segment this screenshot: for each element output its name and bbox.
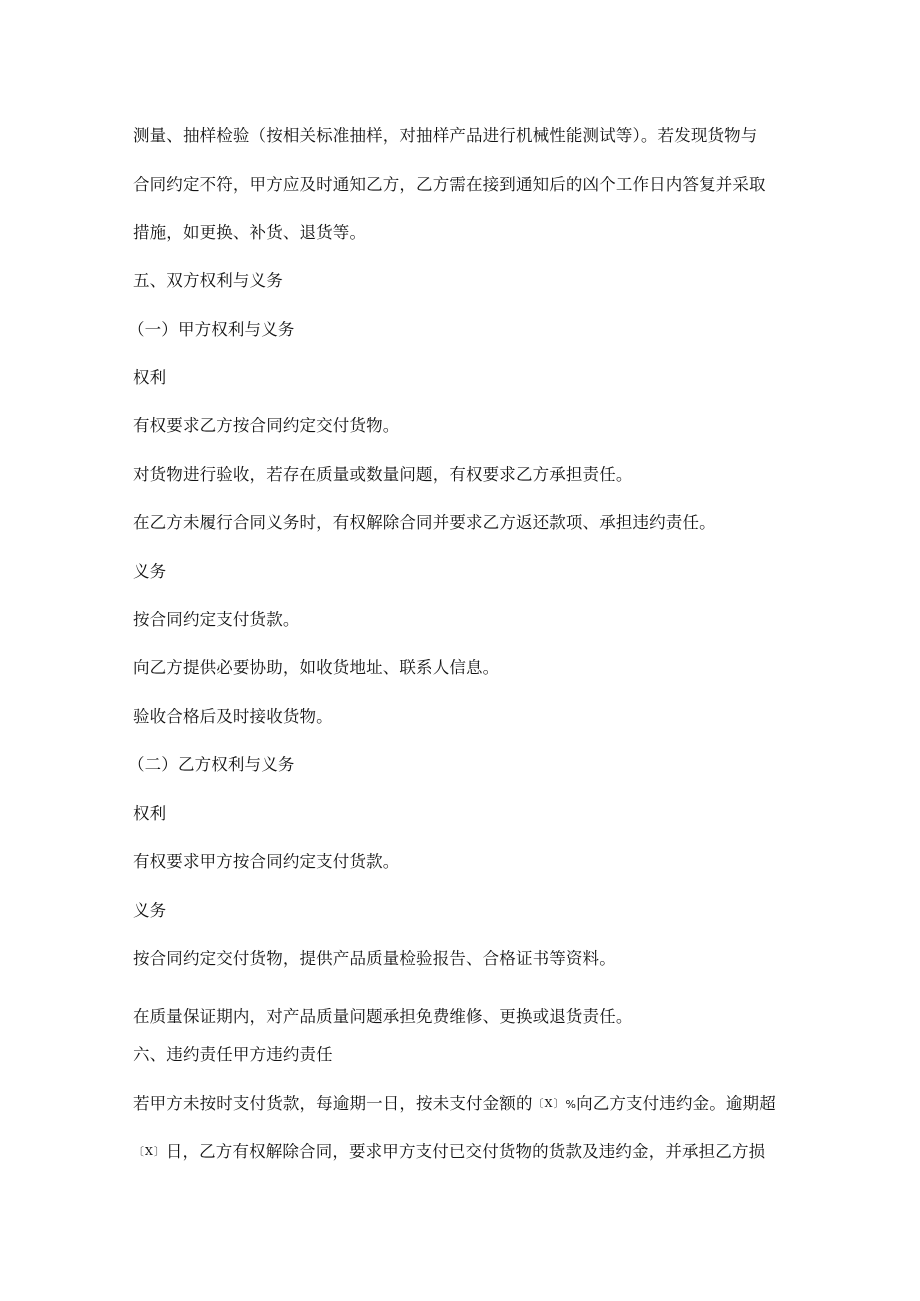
paragraph-line: 有权要求甲方按合同约定支付货款。	[133, 852, 400, 871]
section-heading: 五、双方权利与义务	[133, 271, 283, 290]
paragraph-line: 措施，如更换、补货、退货等。	[133, 223, 367, 242]
subsection-heading: （二）乙方权利与义务	[128, 755, 295, 774]
paragraph-line: 按合同约定支付货款。	[133, 610, 300, 629]
line-text: 日，乙方有权解除合同，要求甲方支付已交付货物的货款及违约金，并承担乙方损	[165, 1142, 766, 1161]
obligations-label: 义务	[133, 562, 167, 581]
rights-label: 权利	[133, 804, 167, 823]
paragraph-line	[133, 1141, 765, 1163]
paragraph-line: 验收合格后及时接收货物。	[133, 707, 333, 726]
obligations-label: 义务	[133, 901, 167, 920]
blank-placeholder: 〔X〕	[133, 1145, 166, 1158]
subsection-heading: （一）甲方权利与义务	[128, 320, 295, 339]
blank-placeholder: 〔X〕	[532, 1097, 566, 1110]
rights-label: 权利	[133, 368, 167, 387]
line-text: 向乙方支付违约金。逾期超	[576, 1094, 776, 1113]
paragraph-line: 按合同约定交付货物，提供产品质量检验报告、合格证书等资料。	[133, 949, 616, 968]
paragraph-line	[133, 1093, 776, 1116]
paragraph-line: 对货物进行验收，若存在质量或数量问题，有权要求乙方承担责任。	[133, 465, 633, 484]
paragraph-line: 测量、抽样检验（按相关标准抽样，对抽样产品进行机械性能测试等）。若发现货物与	[133, 126, 758, 145]
paragraph-line: 在乙方未履行合同义务时，有权解除合同并要求乙方返还款项、承担违约责任。	[133, 513, 716, 532]
paragraph-line: 有权要求乙方按合同约定交付货物。	[133, 416, 400, 435]
paragraph-line: 在质量保证期内，对产品质量问题承担免费维修、更换或退货责任。	[133, 1007, 633, 1026]
paragraph-line: 合同约定不符，甲方应及时通知乙方，乙方需在接到通知后的凶个工作日内答复并采取	[133, 175, 766, 194]
section-heading: 六、违约责任甲方违约责任	[133, 1045, 333, 1064]
line-text: 若甲方未按时支付货款，每逾期一日，按未支付金额的	[133, 1094, 533, 1113]
percent-sign: %	[565, 1098, 577, 1111]
paragraph-line: 向乙方提供必要协助，如收货地址、联系人信息。	[133, 658, 500, 677]
